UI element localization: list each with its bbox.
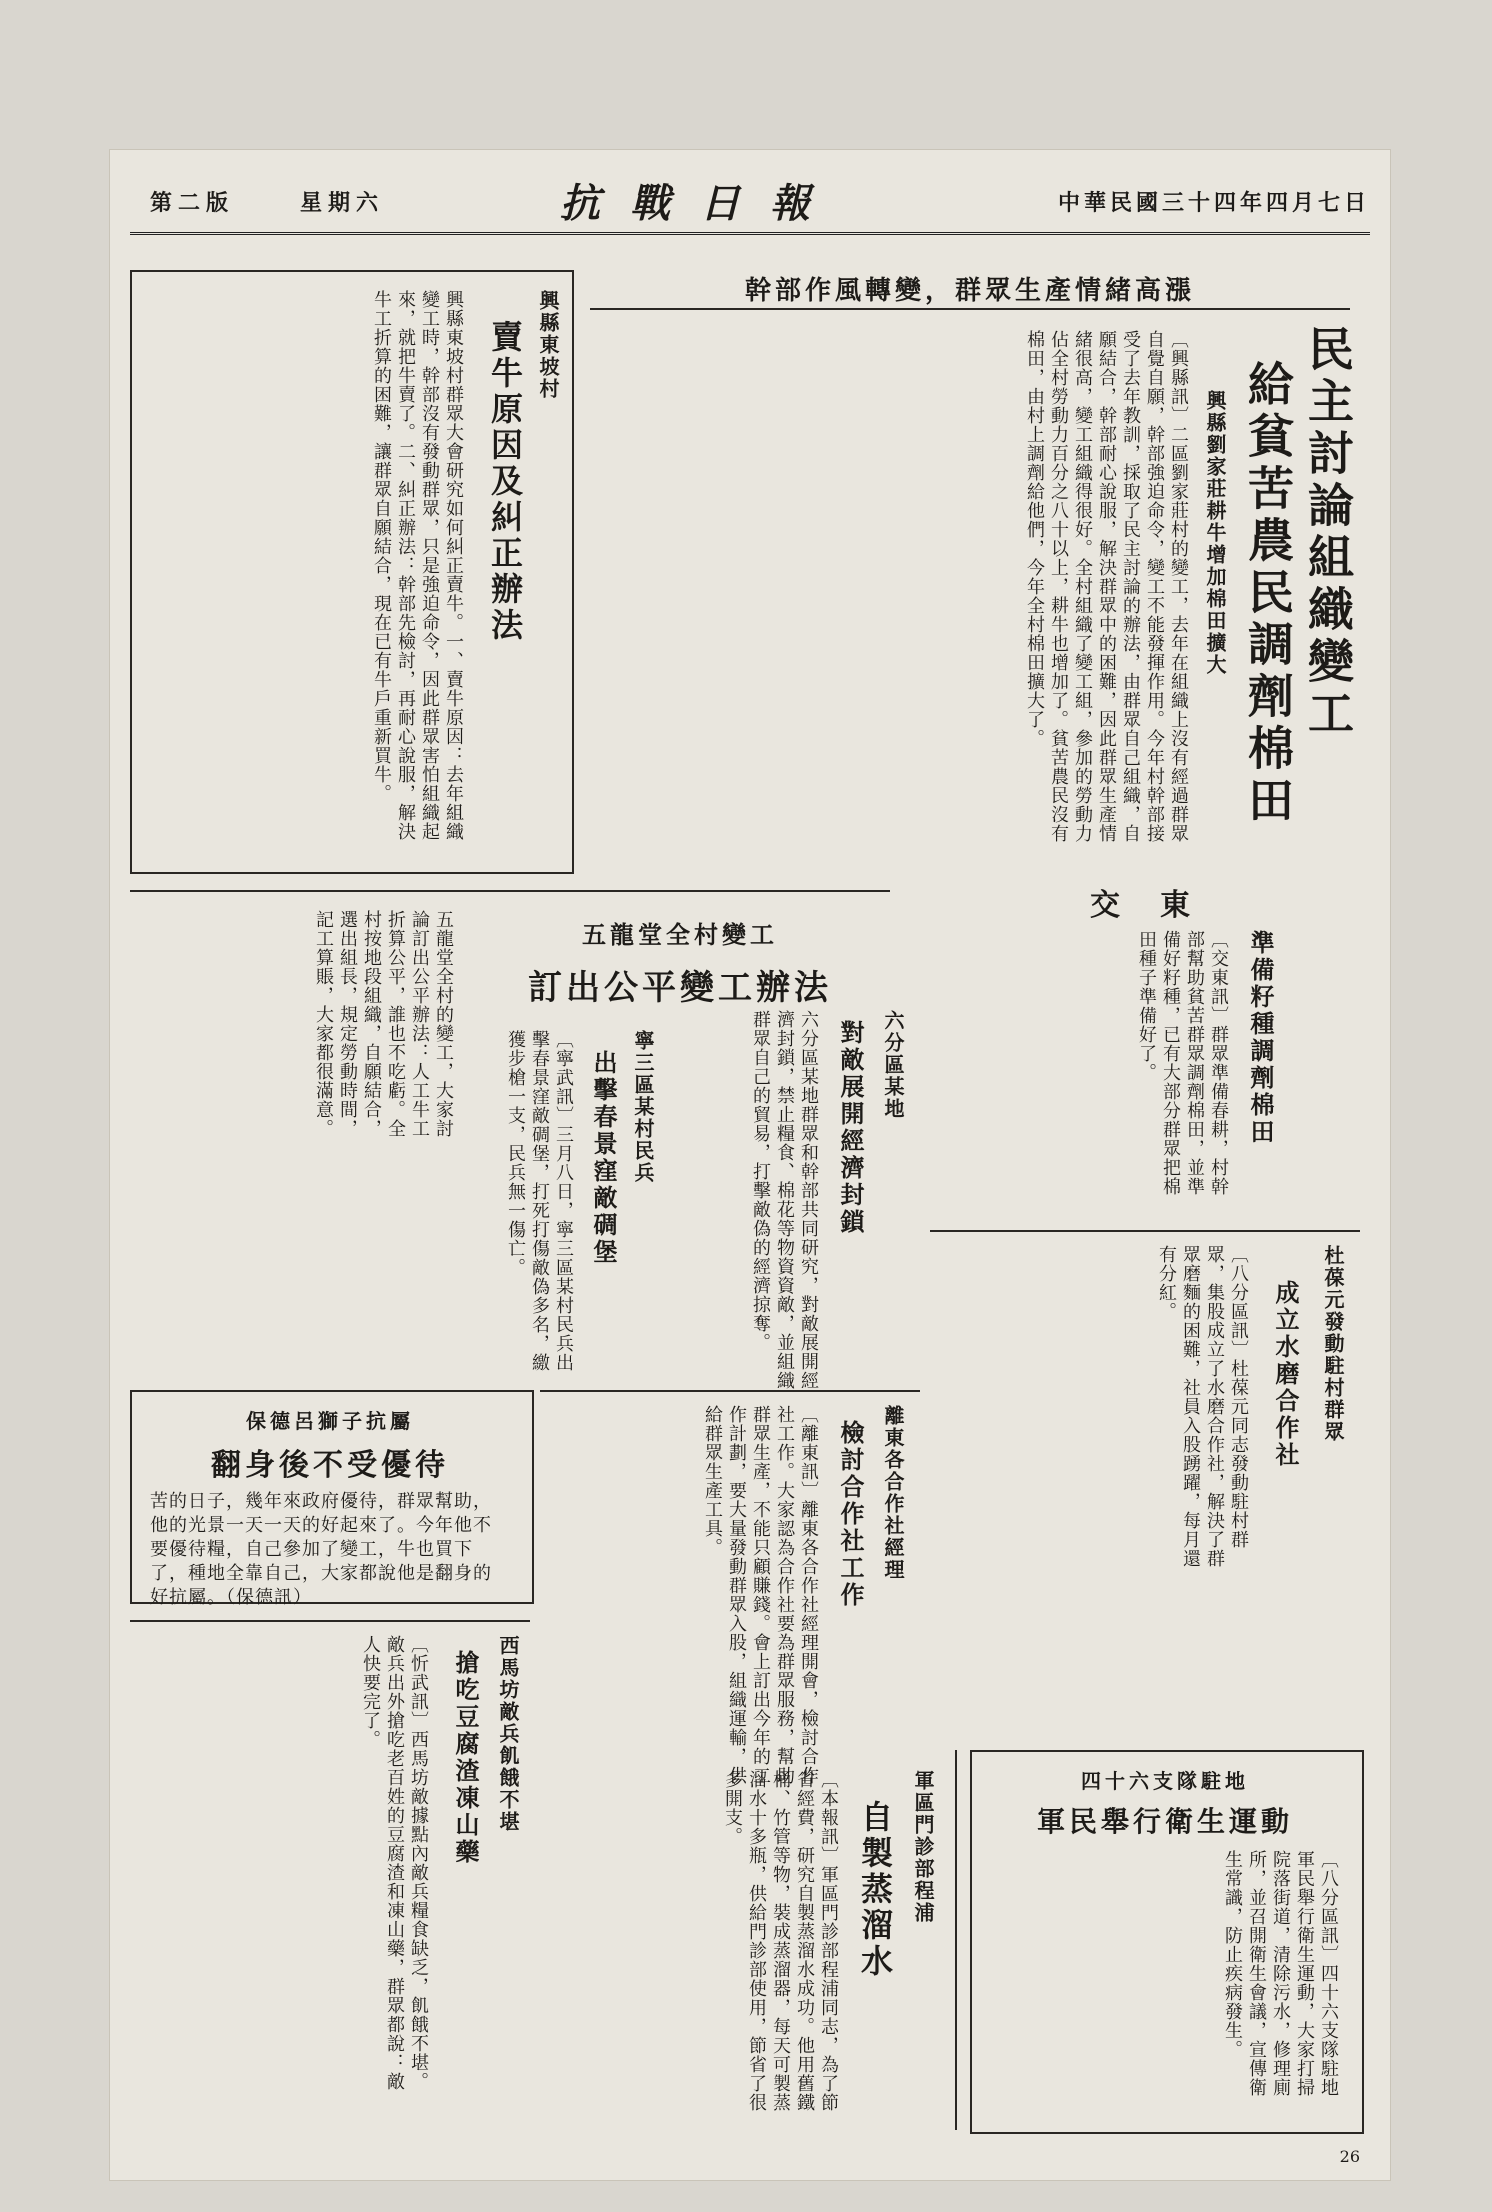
- weisheng-body: 〔八分區訊〕四十六支隊駐地軍民舉行衛生運動，大家打掃院落街道，清除污水，修理廁所，並召開衛生會議，宣傳衛生常識，防止疾病發生。: [1222, 1850, 1339, 2097]
- ximafang-rule: [130, 1620, 530, 1622]
- newspaper-page: [110, 150, 1390, 2180]
- masthead-rule: [130, 232, 1370, 235]
- lidong-body: 〔離東訊〕離東各合作社經理開會，檢討合作社工作。大家認為合作社要為群眾服務，幫助群眾生產，不能只顧賺錢。會上訂出今年的工作計劃，要大量發動群眾入股，組織運輸，供給群眾生產工具。: [702, 1405, 819, 1785]
- lidong-rule: [540, 1390, 920, 1392]
- wulong-body: 五龍堂全村的變工，大家討論訂出公平辦法：人工牛工折算公平，誰也不吃虧。全村按地段組織，自願結合，選出組長，規定勞動時間，記工算賬，大家都很滿意。: [313, 910, 454, 1138]
- weisheng-title: 四十六支隊駐地: [1081, 1769, 1249, 1793]
- wulong-rule: [130, 890, 890, 892]
- weekday: 星期六: [300, 190, 385, 216]
- lead-banner: 幹部作風轉變，群眾生產情緒高漲: [744, 276, 1195, 306]
- weisheng-headline: 軍民舉行衛生運動: [1036, 1805, 1293, 1838]
- lead-headline-2: 給貧苦農民調劑棉田: [1241, 360, 1295, 828]
- lead-body: 〔興縣訊〕二區劉家莊村的變工，去年在組織上沒有經過群眾自覺自願，幹部強迫命令，變工不能發揮作用。今年村幹部接受了去年教訓，採取了民主討論的辦法，由群眾自己組織，自願結合，幹部耐心說服，解決群眾中的困難，因此群眾生產情緒很高，變工組織得很好。全村組織了變工組，參加的勞動力佔全村勞動力百分之八十以上，耕牛也增加了。貧苦農民沒有棉田，由村上調劑給他們，今年全村棉田擴大了。: [1024, 330, 1189, 843]
- liufenqu-title: 六分區某地: [881, 1010, 905, 1120]
- sell-cattle-headline: 賣牛原因及糾正辦法: [486, 320, 524, 644]
- page-number: 26: [1339, 2147, 1360, 2166]
- jiaodong-title: 交東: [1090, 888, 1230, 923]
- newspaper-title: 抗戰日報: [560, 180, 840, 227]
- lead-headline-1: 民主討論組織變工: [1301, 325, 1355, 741]
- militia-body: 〔寧武訊〕三月八日，寧三區某村民兵出擊春景窪敵碉堡，打死打傷敵偽多名，繳獲步槍一支，民兵無一傷亡。: [505, 1030, 574, 1372]
- sell-cattle-title: 興縣東坡村: [536, 290, 560, 400]
- clinic-headline: 自製蒸溜水: [856, 1800, 894, 1980]
- sell-cattle-body: 興縣東坡村群眾大會研究如何糾正賣牛。一、賣牛原因：去年組織變工時，幹部沒有發動群眾，只是強迫命令，因此群眾害怕組織起來，就把牛賣了。二、糾正辦法：幹部先檢討，再耐心說服，解決牛工折算的困難，讓群眾自願結合，現在已有牛戶重新買牛。: [371, 290, 464, 841]
- baode-title: 保德呂獅子抗屬: [246, 1409, 414, 1433]
- lidong-headline: 檢討合作社工作: [836, 1420, 865, 1609]
- ximafang-headline: 搶吃豆腐渣凍山藥: [451, 1650, 480, 1866]
- lead-banner-rule: [590, 308, 1350, 310]
- jiaodong-headline: 準備籽種調劑棉田: [1246, 930, 1275, 1146]
- shuimo-rule: [930, 1230, 1360, 1232]
- militia-title: 寧三區某村民兵: [631, 1030, 655, 1184]
- page-label: 第二版: [150, 190, 235, 216]
- liufenqu-headline: 對敵展開經濟封鎖: [836, 1020, 865, 1236]
- baode-body: 苦的日子，幾年來政府優待，群眾幫助，他的光景一天一天的好起來了。今年他不要優待糧，自己參加了變工，牛也買下了，種地全靠自己，大家都說他是翻身的好抗屬。（保德訊）: [150, 1491, 492, 1608]
- ximafang-body: 〔忻武訊〕西馬坊敵據點內敵兵糧食缺乏，飢餓不堪。敵兵出外搶吃老百姓的豆腐渣和凍山藥，群眾都說：敵人快要完了。: [360, 1635, 429, 2091]
- issue-date: 中華民國三十四年四月七日: [1057, 190, 1370, 216]
- clinic-rule: [955, 1750, 957, 2130]
- masthead: [110, 150, 1390, 240]
- lidong-title: 離東各合作社經理: [881, 1405, 905, 1581]
- shuimo-title: 杜葆元發動駐村群眾: [1321, 1245, 1345, 1443]
- wulong-headline: 訂出公平變工辦法: [528, 968, 832, 1008]
- ximafang-title: 西馬坊敵兵飢餓不堪: [496, 1635, 520, 1833]
- clinic-title: 軍區門診部程浦: [911, 1770, 935, 1924]
- liufenqu-body: 六分區某地群眾和幹部共同研究，對敵展開經濟封鎖，禁止糧食、棉花等物資資敵，並組織群眾自己的貿易，打擊敵偽的經濟掠奪。: [750, 1010, 819, 1390]
- wulong-title: 五龍堂全村變工: [582, 920, 778, 949]
- baode-headline: 翻身後不受優待: [211, 1448, 449, 1483]
- shuimo-body: 〔八分區訊〕杜葆元同志發動駐村群眾，集股成立了水磨合作社，解決了群眾磨麵的困難，社員入股踴躍，每月還有分紅。: [1156, 1245, 1249, 1568]
- clinic-body: 〔本報訊〕軍區門診部程浦同志，為了節省經費，研究自製蒸溜水成功。他用舊鐵桶、竹管等物，裝成蒸溜器，每天可製蒸溜水十多瓶，供給門診部使用，節省了很多開支。: [722, 1770, 839, 2112]
- jiaodong-body: 〔交東訊〕群眾準備春耕，村幹部幫助貧苦群眾調劑棉田，並準備好籽種，已有大部分群眾把棉田種子準備好了。: [1136, 930, 1229, 1196]
- militia-headline: 出擊春景窪敵碉堡: [589, 1050, 618, 1266]
- shuimo-headline: 成立水磨合作社: [1271, 1280, 1300, 1469]
- lead-subhead: 興縣劉家莊耕牛增加棉田擴大: [1203, 390, 1227, 676]
